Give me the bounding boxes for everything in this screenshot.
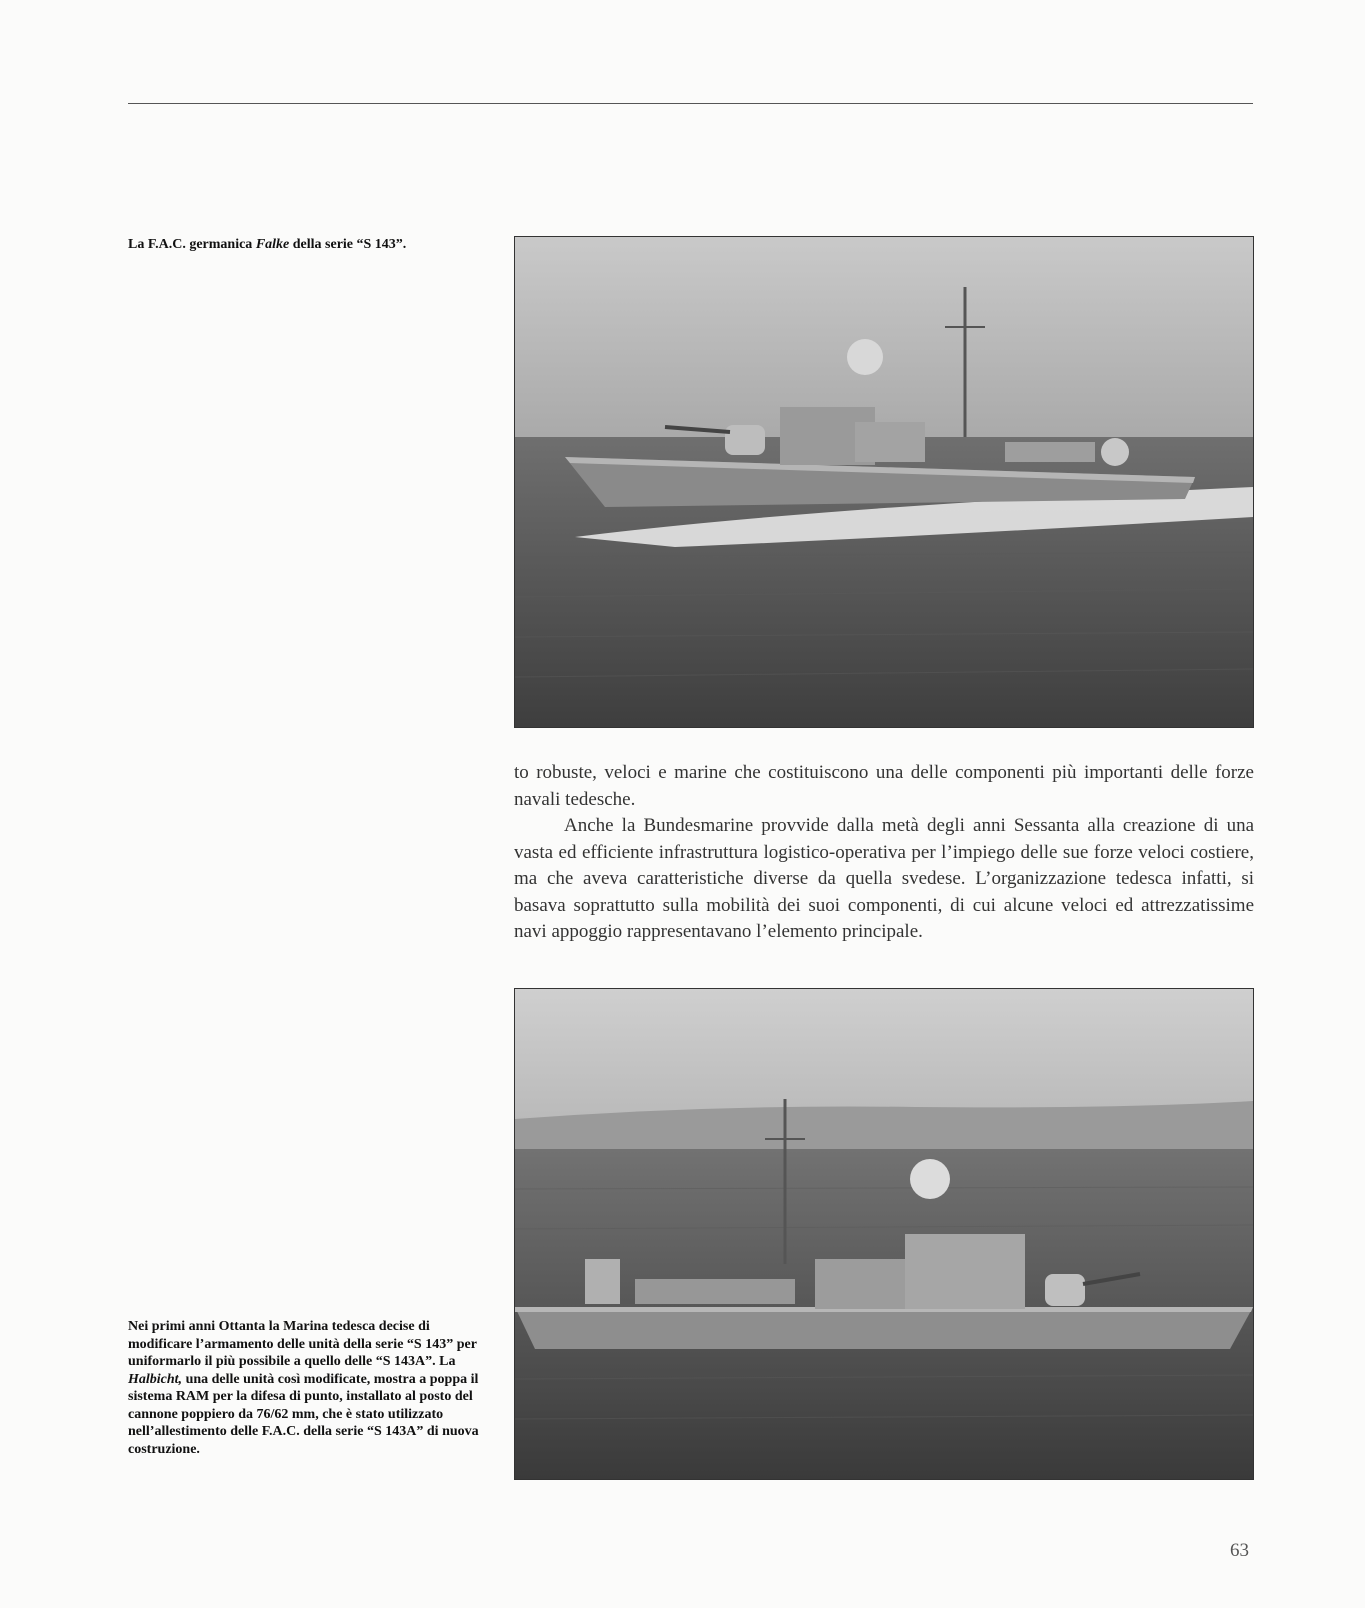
caption-bottom-text-end: una delle unità così modificate, mostra a poppa il sistema RAM per la difesa di punto, installato al posto del cannone poppiero da 76/62 mm, che è stato utilizzato nell’allestimento delle F.A.C. della serie “S 143A” di nuova costruzione. [128, 1371, 479, 1457]
page-number: 63 [1230, 1540, 1249, 1561]
caption-top-text-end: della serie “S 143”. [289, 237, 407, 252]
header-rule [128, 103, 1253, 104]
caption-top-ship-name: Falke [255, 237, 290, 252]
caption-bottom-text: Nei primi anni Ottanta la Marina tedesca decise di modificare l’armamento delle unità della serie “S 143” per uniformarlo il più possibile a quello delle “S 143A”. La [128, 1319, 477, 1369]
photo-top [514, 236, 1254, 728]
caption-top-text: La F.A.C. germanica [128, 237, 256, 252]
photo-bottom [514, 988, 1254, 1480]
ship-photo-halbicht [515, 989, 1253, 1479]
caption-top [128, 236, 488, 254]
body-text [514, 760, 1254, 946]
ship-photo-falke [515, 237, 1253, 727]
caption-bottom [128, 1318, 486, 1458]
caption-bottom-ship-name: Halbicht, [128, 1371, 183, 1387]
paragraph-continuation: to robuste, veloci e marine che costituiscono una delle componenti più importanti delle forze navali tedesche. [514, 762, 1254, 810]
paragraph-bundesmarine: Anche la Bundesmarine provvide dalla metà degli anni Sessanta alla creazione di una vasta ed efficiente infrastruttura logistico-operativa per l’impiego delle sue forze veloci costiere, ma che aveva caratteristiche diverse da quella svedese. L’organizzazione tedesca infatti, si basava soprattutto sulla mobilità dei suoi componenti, di cui alcune veloci ed attrezzatissime navi appoggio rappresentavano l’elemento principale. [514, 815, 1254, 942]
